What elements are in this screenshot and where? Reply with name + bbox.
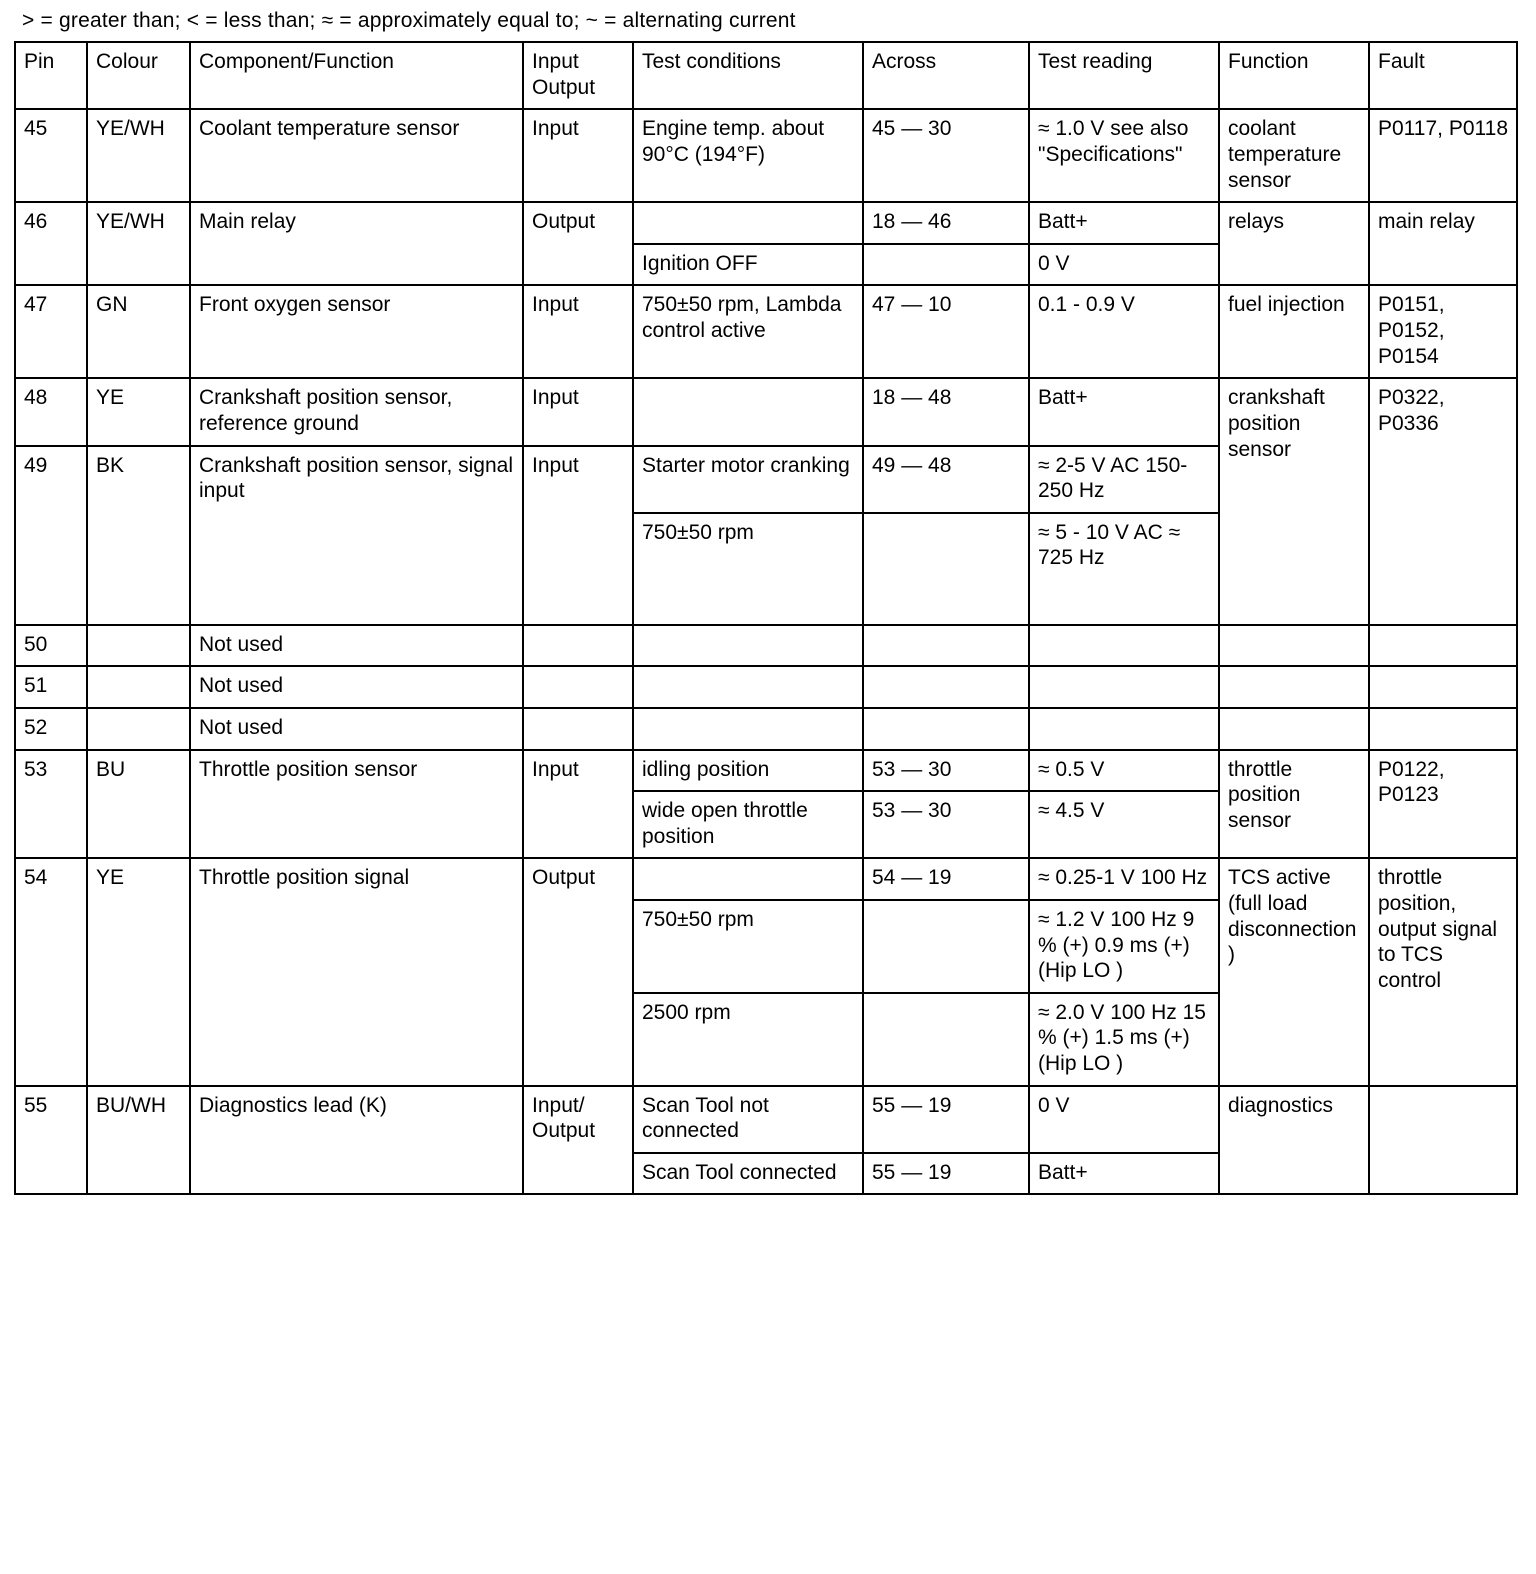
cell-test-reading: ≈ 1.0 V see also "Specifications" xyxy=(1029,109,1219,202)
cell-test-conditions: Ignition OFF xyxy=(633,244,863,286)
cell-function: relays xyxy=(1219,202,1369,285)
cell-across: 18 — 46 xyxy=(863,202,1029,244)
cell-test-reading xyxy=(1029,708,1219,750)
cell-across xyxy=(863,625,1029,667)
cell-input-output: Input xyxy=(523,446,633,625)
cell-colour: YE xyxy=(87,378,190,445)
cell-test-reading: Batt+ xyxy=(1029,1153,1219,1195)
cell-component: Main relay xyxy=(190,202,523,285)
cell-component: Diagnostics lead (K) xyxy=(190,1086,523,1195)
cell-input-output: Output xyxy=(523,858,633,1085)
cell-across xyxy=(863,666,1029,708)
cell-across: 54 — 19 xyxy=(863,858,1029,900)
cell-component: Not used xyxy=(190,625,523,667)
cell-fault: P0322, P0336 xyxy=(1369,378,1517,624)
cell-across: 55 — 19 xyxy=(863,1153,1029,1195)
cell-fault xyxy=(1369,666,1517,708)
cell-colour xyxy=(87,625,190,667)
cell-input-output: Input xyxy=(523,378,633,445)
cell-test-conditions: idling position xyxy=(633,750,863,792)
ecu-pinout-table xyxy=(14,41,1518,1195)
table-row xyxy=(15,858,1517,900)
cell-fault: P0151, P0152, P0154 xyxy=(1369,285,1517,378)
cell-across: 45 — 30 xyxy=(863,109,1029,202)
cell-function: fuel injection xyxy=(1219,285,1369,378)
cell-pin: 53 xyxy=(15,750,87,859)
cell-pin: 46 xyxy=(15,202,87,285)
cell-function: TCS active (full load disconnection) xyxy=(1219,858,1369,1085)
cell-test-conditions: 750±50 rpm, Lambda control active xyxy=(633,285,863,378)
cell-pin: 55 xyxy=(15,1086,87,1195)
cell-test-reading: ≈ 0.25-1 V 100 Hz xyxy=(1029,858,1219,900)
cell-test-conditions: wide open throttle position xyxy=(633,791,863,858)
column-header-fault: Fault xyxy=(1369,42,1517,109)
cell-test-reading: 0 V xyxy=(1029,1086,1219,1153)
cell-across xyxy=(863,244,1029,286)
cell-input-output: Output xyxy=(523,202,633,285)
cell-colour: YE/WH xyxy=(87,202,190,285)
cell-component: Throttle position sensor xyxy=(190,750,523,859)
cell-colour: BU/WH xyxy=(87,1086,190,1195)
cell-test-reading xyxy=(1029,625,1219,667)
cell-test-reading: 0 V xyxy=(1029,244,1219,286)
cell-fault xyxy=(1369,625,1517,667)
cell-test-conditions: Scan Tool not connected xyxy=(633,1086,863,1153)
column-header-output: Output xyxy=(532,75,596,99)
cell-across: 55 — 19 xyxy=(863,1086,1029,1153)
table-row xyxy=(15,285,1517,378)
cell-across: 47 — 10 xyxy=(863,285,1029,378)
cell-colour: YE xyxy=(87,858,190,1085)
cell-fault: main relay xyxy=(1369,202,1517,285)
cell-fault xyxy=(1369,708,1517,750)
table-row xyxy=(15,1086,1517,1153)
cell-across: 53 — 30 xyxy=(863,750,1029,792)
cell-across: 53 — 30 xyxy=(863,791,1029,858)
cell-test-conditions xyxy=(633,708,863,750)
cell-pin: 49 xyxy=(15,446,87,625)
cell-function: throttle position sensor xyxy=(1219,750,1369,859)
cell-test-reading: ≈ 0.5 V xyxy=(1029,750,1219,792)
cell-test-conditions: 750±50 rpm xyxy=(633,900,863,993)
column-header-input: Input xyxy=(532,50,579,74)
cell-test-reading: ≈ 4.5 V xyxy=(1029,791,1219,858)
column-header-across: Across xyxy=(863,42,1029,109)
cell-across xyxy=(863,900,1029,993)
column-header-test-reading: Test reading xyxy=(1029,42,1219,109)
cell-input-output: Input xyxy=(523,750,633,859)
cell-across: 18 — 48 xyxy=(863,378,1029,445)
legend-text: > = greater than; < = less than; ≈ = approximately equal to; ~ = alternating current xyxy=(22,9,796,32)
cell-test-conditions xyxy=(633,202,863,244)
cell-fault: P0117, P0118 xyxy=(1369,109,1517,202)
column-header-function: Function xyxy=(1219,42,1369,109)
cell-test-conditions: 750±50 rpm xyxy=(633,513,863,625)
cell-function xyxy=(1219,625,1369,667)
cell-function: crankshaft position sensor xyxy=(1219,378,1369,624)
table-row xyxy=(15,202,1517,244)
table-header-row xyxy=(15,42,1517,109)
column-header-colour: Colour xyxy=(87,42,190,109)
cell-across xyxy=(863,513,1029,625)
cell-test-reading: Batt+ xyxy=(1029,378,1219,445)
cell-function xyxy=(1219,708,1369,750)
cell-across: 49 — 48 xyxy=(863,446,1029,513)
cell-input-output: Input/ Output xyxy=(523,1086,633,1195)
column-header-input-output xyxy=(523,42,633,109)
cell-function xyxy=(1219,666,1369,708)
cell-test-reading: ≈ 5 - 10 V AC ≈ 725 Hz xyxy=(1029,513,1219,625)
cell-colour: YE/WH xyxy=(87,109,190,202)
cell-pin: 54 xyxy=(15,858,87,1085)
cell-input-output xyxy=(523,625,633,667)
cell-test-reading: 0.1 - 0.9 V xyxy=(1029,285,1219,378)
cell-pin: 52 xyxy=(15,708,87,750)
table-row xyxy=(15,666,1517,708)
cell-function: diagnostics xyxy=(1219,1086,1369,1195)
cell-colour: BK xyxy=(87,446,190,625)
cell-component: Crankshaft position sensor, reference ground xyxy=(190,378,523,445)
cell-test-reading: ≈ 1.2 V 100 Hz 9 % (+) 0.9 ms (+) (Hip LO ) xyxy=(1029,900,1219,993)
cell-component: Not used xyxy=(190,666,523,708)
cell-pin: 51 xyxy=(15,666,87,708)
table-row xyxy=(15,708,1517,750)
cell-input-output: Input xyxy=(523,109,633,202)
table-body xyxy=(15,109,1517,1194)
table-row xyxy=(15,378,1517,445)
column-header-component: Component/Function xyxy=(190,42,523,109)
cell-test-reading: ≈ 2.0 V 100 Hz 15 % (+) 1.5 ms (+) (Hip LO ) xyxy=(1029,993,1219,1086)
cell-input-output: Input xyxy=(523,285,633,378)
cell-colour: GN xyxy=(87,285,190,378)
table-header xyxy=(15,42,1517,109)
cell-test-conditions xyxy=(633,625,863,667)
cell-test-conditions xyxy=(633,666,863,708)
cell-fault xyxy=(1369,1086,1517,1195)
cell-component: Crankshaft position sensor, signal input xyxy=(190,446,523,625)
cell-test-conditions xyxy=(633,378,863,445)
cell-test-conditions: Engine temp. about 90°C (194°F) xyxy=(633,109,863,202)
cell-test-conditions: Scan Tool connected xyxy=(633,1153,863,1195)
cell-component: Front oxygen sensor xyxy=(190,285,523,378)
cell-colour xyxy=(87,708,190,750)
cell-across xyxy=(863,708,1029,750)
table-row xyxy=(15,109,1517,202)
cell-colour xyxy=(87,666,190,708)
table-row xyxy=(15,625,1517,667)
cell-pin: 48 xyxy=(15,378,87,445)
column-header-test-conditions: Test conditions xyxy=(633,42,863,109)
cell-fault: throttle position, output signal to TCS control xyxy=(1369,858,1517,1085)
cell-colour: BU xyxy=(87,750,190,859)
cell-pin: 45 xyxy=(15,109,87,202)
cell-test-reading xyxy=(1029,666,1219,708)
cell-fault: P0122, P0123 xyxy=(1369,750,1517,859)
table-row xyxy=(15,750,1517,792)
cell-test-reading: ≈ 2-5 V AC 150-250 Hz xyxy=(1029,446,1219,513)
cell-component: Not used xyxy=(190,708,523,750)
cell-test-conditions: 2500 rpm xyxy=(633,993,863,1086)
cell-component: Throttle position signal xyxy=(190,858,523,1085)
cell-pin: 50 xyxy=(15,625,87,667)
cell-input-output xyxy=(523,708,633,750)
cell-function: coolant temperature sensor xyxy=(1219,109,1369,202)
column-header-pin: Pin xyxy=(15,42,87,109)
cell-across xyxy=(863,993,1029,1086)
cell-test-conditions: Starter motor cranking xyxy=(633,446,863,513)
cell-input-output xyxy=(523,666,633,708)
cell-component: Coolant temperature sensor xyxy=(190,109,523,202)
cell-test-conditions xyxy=(633,858,863,900)
cell-test-reading: Batt+ xyxy=(1029,202,1219,244)
cell-pin: 47 xyxy=(15,285,87,378)
